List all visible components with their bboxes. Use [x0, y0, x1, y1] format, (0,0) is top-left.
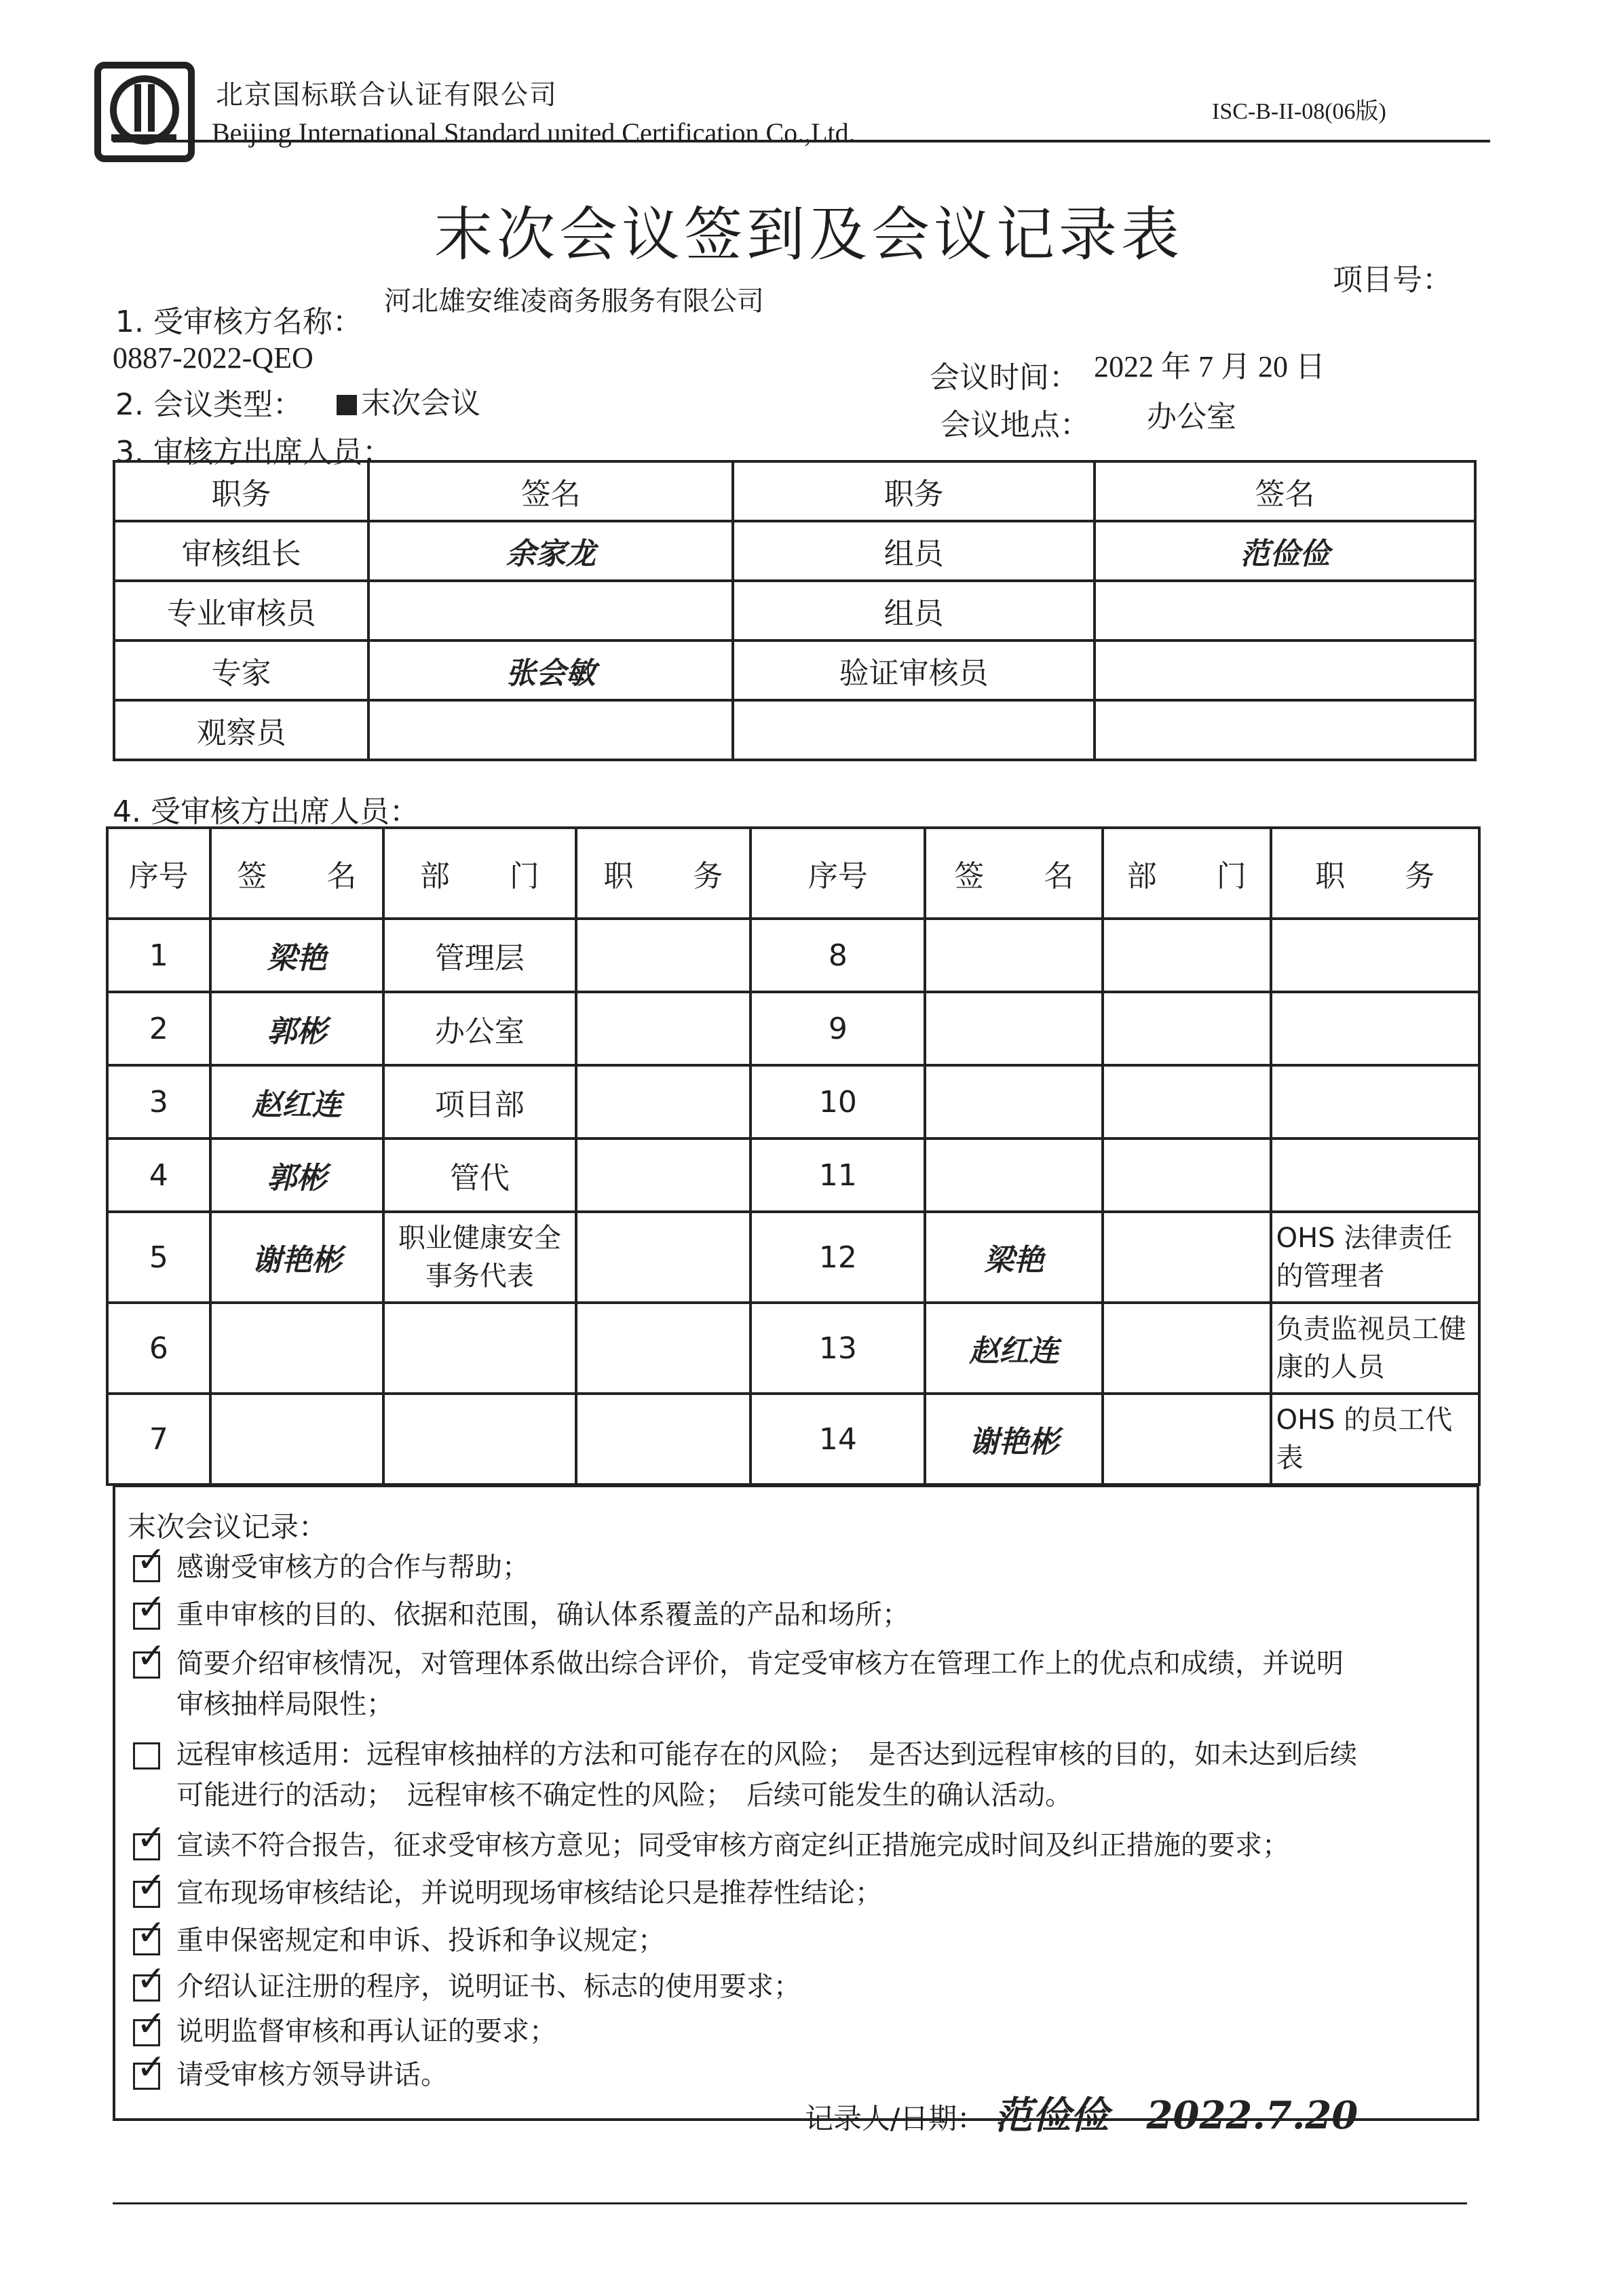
header-cell: 签名 — [368, 461, 733, 521]
header-cell: 职务 — [733, 461, 1095, 521]
record-item-text: 远程审核适用：远程审核抽样的方法和可能存在的风险； 是否达到远程审核的目的，如未达到后续 — [176, 1739, 1357, 1770]
dept-cell: 办公室 — [383, 992, 575, 1065]
check-mark-icon: ✓ — [136, 1818, 166, 1858]
seq-cell: 10 — [750, 1065, 925, 1139]
meeting-place-label: 会议地点： — [940, 408, 1090, 442]
record-title: 末次会议记录： — [128, 1510, 328, 1544]
recorder-signature: 范俭俭 2022.7.20 — [994, 2093, 1358, 2138]
role-cell: 审核组长 — [114, 521, 368, 581]
table-row — [114, 581, 1475, 640]
header-cell: 职务 — [114, 461, 368, 521]
footer-divider — [113, 2202, 1467, 2204]
page-title: 末次会议签到及会议记录表 — [434, 201, 1183, 269]
record-item-text: 感谢受审核方的合作与帮助； — [176, 1552, 529, 1583]
audit-team-label: 3. 审核方出席人员： — [115, 435, 392, 470]
dept-cell — [383, 1394, 575, 1485]
table-row — [107, 1065, 1479, 1139]
checkbox[interactable] — [133, 1959, 166, 2002]
header-cell: 序号 — [750, 828, 925, 919]
header-cell: 职 务 — [576, 828, 751, 919]
position-cell: 负责监视员工健康的人员 — [1271, 1303, 1479, 1394]
signature-cell: 赵红连 — [210, 1065, 384, 1139]
record-item — [133, 1539, 1456, 1588]
record-item-text: 重申保密规定和申诉、投诉和争议规定； — [176, 1925, 665, 1956]
role-cell: 专家 — [114, 640, 368, 700]
checkbox[interactable] — [133, 1913, 166, 1955]
seq-cell: 1 — [107, 919, 210, 992]
checkbox[interactable] — [133, 1636, 166, 1679]
dept-cell: 职业健康安全事务代表 — [383, 1212, 575, 1303]
record-item-text: 请受审核方领导讲话。 — [176, 2059, 448, 2090]
record-item-text: 重申审核的目的、依据和范围，确认体系覆盖的产品和场所； — [176, 1599, 909, 1630]
dept-cell — [1103, 919, 1271, 992]
position-cell — [1271, 1139, 1479, 1212]
header-divider — [113, 140, 1490, 142]
check-mark-icon: ✓ — [136, 1539, 166, 1580]
dept-cell — [1103, 1139, 1271, 1212]
checked-box-icon — [337, 395, 357, 415]
record-item-text: 说明监督审核和再认证的要求； — [176, 2016, 556, 2047]
record-item-text: 宣读不符合报告，征求受审核方意见；同受审核方商定纠正措施完成时间及纠正措施的要求； — [176, 1830, 1289, 1861]
table-header-row — [114, 461, 1475, 521]
meeting-type-label: 2. 会议类型： — [115, 387, 303, 422]
seq-cell: 11 — [750, 1139, 925, 1212]
position-cell — [576, 1139, 751, 1212]
signature-cell: 郭彬 — [210, 992, 384, 1065]
seq-cell: 2 — [107, 992, 210, 1065]
role-cell: 组员 — [733, 521, 1095, 581]
seq-cell: 12 — [750, 1212, 925, 1303]
check-mark-icon: ✓ — [136, 1913, 166, 1953]
header-cell: 部 门 — [383, 828, 575, 919]
table-row — [107, 1139, 1479, 1212]
seq-cell: 5 — [107, 1212, 210, 1303]
signature-cell — [925, 1139, 1103, 1212]
record-item-cont: 可能进行的活动； 远程审核不确定性的风险； 后续可能发生的确认活动。 — [176, 1780, 1072, 1811]
auditee-attendees-label: 4. 受审核方出席人员： — [113, 795, 419, 829]
signature-cell — [1095, 700, 1475, 760]
seq-cell: 14 — [750, 1394, 925, 1485]
checkbox[interactable] — [133, 1587, 166, 1630]
record-item — [133, 1913, 1456, 1961]
record-item — [133, 1734, 1456, 1816]
audit-team-table — [113, 460, 1477, 761]
seq-cell: 9 — [750, 992, 925, 1065]
record-item — [133, 1865, 1456, 1913]
project-no-label: 项目号： — [1333, 263, 1452, 297]
table-row — [107, 1303, 1479, 1394]
signature-cell — [925, 919, 1103, 992]
project-no-value: 0887-2022-QEO — [113, 341, 314, 375]
position-cell — [576, 919, 751, 992]
seq-cell: 4 — [107, 1139, 210, 1212]
position-cell — [1271, 919, 1479, 992]
position-cell — [1271, 992, 1479, 1065]
check-mark-icon: ✓ — [136, 1636, 166, 1677]
position-cell: OHS 法律责任的管理者 — [1271, 1212, 1479, 1303]
signature-cell: 谢艳彬 — [925, 1394, 1103, 1485]
record-item — [133, 1636, 1456, 1725]
auditee-name: 河北雄安维凌商务服务有限公司 — [384, 286, 764, 317]
signature-cell: 张会敏 — [368, 640, 733, 700]
header-cell: 部 门 — [1103, 828, 1271, 919]
table-header-row — [107, 828, 1479, 919]
signature-cell: 郭彬 — [210, 1139, 384, 1212]
meeting-type-value: 末次会议 — [361, 386, 480, 421]
signature-cell: 余家龙 — [368, 521, 733, 581]
checkbox[interactable] — [133, 1539, 166, 1582]
position-cell — [576, 1394, 751, 1485]
table-row — [107, 992, 1479, 1065]
check-mark-icon: ✓ — [136, 1959, 166, 2000]
record-item-cont: 审核抽样局限性； — [176, 1689, 394, 1720]
dept-cell — [1103, 1065, 1271, 1139]
seq-cell: 7 — [107, 1394, 210, 1485]
position-cell — [1271, 1065, 1479, 1139]
dept-cell — [1103, 992, 1271, 1065]
signature-cell — [368, 581, 733, 640]
signature-cell — [925, 992, 1103, 1065]
signature-cell — [368, 700, 733, 760]
dept-cell — [1103, 1212, 1271, 1303]
record-item-text: 宣布现场审核结论，并说明现场审核结论只是推荐性结论； — [176, 1877, 882, 1909]
position-cell — [576, 992, 751, 1065]
signature-cell: 谢艳彬 — [210, 1212, 384, 1303]
record-item-text: 介绍认证注册的程序，说明证书、标志的使用要求； — [176, 1971, 801, 2002]
meeting-record-box — [113, 1485, 1479, 2121]
company-name-en: Beijing International Standard united Certification Co.,Ltd. — [212, 117, 856, 148]
check-mark-icon: ✓ — [136, 1865, 166, 1906]
checkbox[interactable] — [133, 2004, 166, 2046]
checkbox[interactable] — [133, 2047, 166, 2090]
role-cell: 组员 — [733, 581, 1095, 640]
company-logo — [94, 61, 195, 163]
position-cell — [576, 1065, 751, 1139]
auditee-attendees-table — [106, 826, 1481, 1486]
signature-cell — [925, 1065, 1103, 1139]
header-cell: 签名 — [1095, 461, 1475, 521]
role-cell: 专业审核员 — [114, 581, 368, 640]
dept-cell: 管理层 — [383, 919, 575, 992]
check-mark-icon: ✓ — [136, 2047, 166, 2088]
role-cell: 观察员 — [114, 700, 368, 760]
meeting-place-value: 办公室 — [1147, 400, 1236, 434]
meeting-time-value: 2022 年 7 月 20 日 — [1094, 350, 1325, 383]
header-cell: 签 名 — [210, 828, 384, 919]
seq-cell: 6 — [107, 1303, 210, 1394]
signature-cell: 梁艳 — [210, 919, 384, 992]
table-row — [107, 919, 1479, 992]
recorder-label: 记录人/日期： — [805, 2102, 986, 2135]
check-mark-icon: ✓ — [136, 1587, 166, 1628]
header-cell: 职 务 — [1271, 828, 1479, 919]
table-row — [114, 700, 1475, 760]
table-row — [107, 1212, 1479, 1303]
checkbox[interactable] — [133, 1818, 166, 1860]
record-item — [133, 1818, 1456, 1866]
dept-cell — [1103, 1394, 1271, 1485]
signature-cell: 范俭俭 — [1095, 521, 1475, 581]
position-cell — [576, 1303, 751, 1394]
auditee-label: 1. 受审核方名称： — [115, 305, 362, 339]
signature-cell — [210, 1303, 384, 1394]
record-item-text: 简要介绍审核情况，对管理体系做出综合评价，肯定受审核方在管理工作上的优点和成绩，并说明 — [176, 1648, 1344, 1679]
signature-cell — [1095, 581, 1475, 640]
meeting-type — [337, 379, 480, 422]
signature-cell — [1095, 640, 1475, 700]
signature-cell: 赵红连 — [925, 1303, 1103, 1394]
role-cell: 验证审核员 — [733, 640, 1095, 700]
table-row — [114, 521, 1475, 581]
record-item — [133, 2004, 1456, 2052]
seq-cell: 13 — [750, 1303, 925, 1394]
header-cell: 签 名 — [925, 828, 1103, 919]
role-cell — [733, 700, 1095, 760]
form-code: ISC-B-II-08(06版) — [1212, 99, 1386, 124]
seq-cell: 8 — [750, 919, 925, 992]
seq-cell: 3 — [107, 1065, 210, 1139]
position-cell — [576, 1212, 751, 1303]
dept-cell: 项目部 — [383, 1065, 575, 1139]
record-item — [133, 1959, 1456, 2007]
header-cell: 序号 — [107, 828, 210, 919]
isc-logo-icon — [94, 61, 195, 163]
table-row — [107, 1394, 1479, 1485]
signature-cell: 梁艳 — [925, 1212, 1103, 1303]
checkbox[interactable] — [133, 1865, 166, 1908]
dept-cell — [383, 1303, 575, 1394]
record-item — [133, 1587, 1456, 1635]
checkbox[interactable] — [133, 1742, 160, 1769]
company-name-cn: 北京国标联合认证有限公司 — [216, 79, 558, 111]
check-mark-icon: ✓ — [136, 2004, 166, 2044]
meeting-time-label: 会议时间： — [930, 360, 1079, 395]
dept-cell: 管代 — [383, 1139, 575, 1212]
dept-cell — [1103, 1303, 1271, 1394]
table-row — [114, 640, 1475, 700]
recorder — [805, 2086, 1358, 2140]
signature-cell — [210, 1394, 384, 1485]
position-cell: OHS 的员工代表 — [1271, 1394, 1479, 1485]
